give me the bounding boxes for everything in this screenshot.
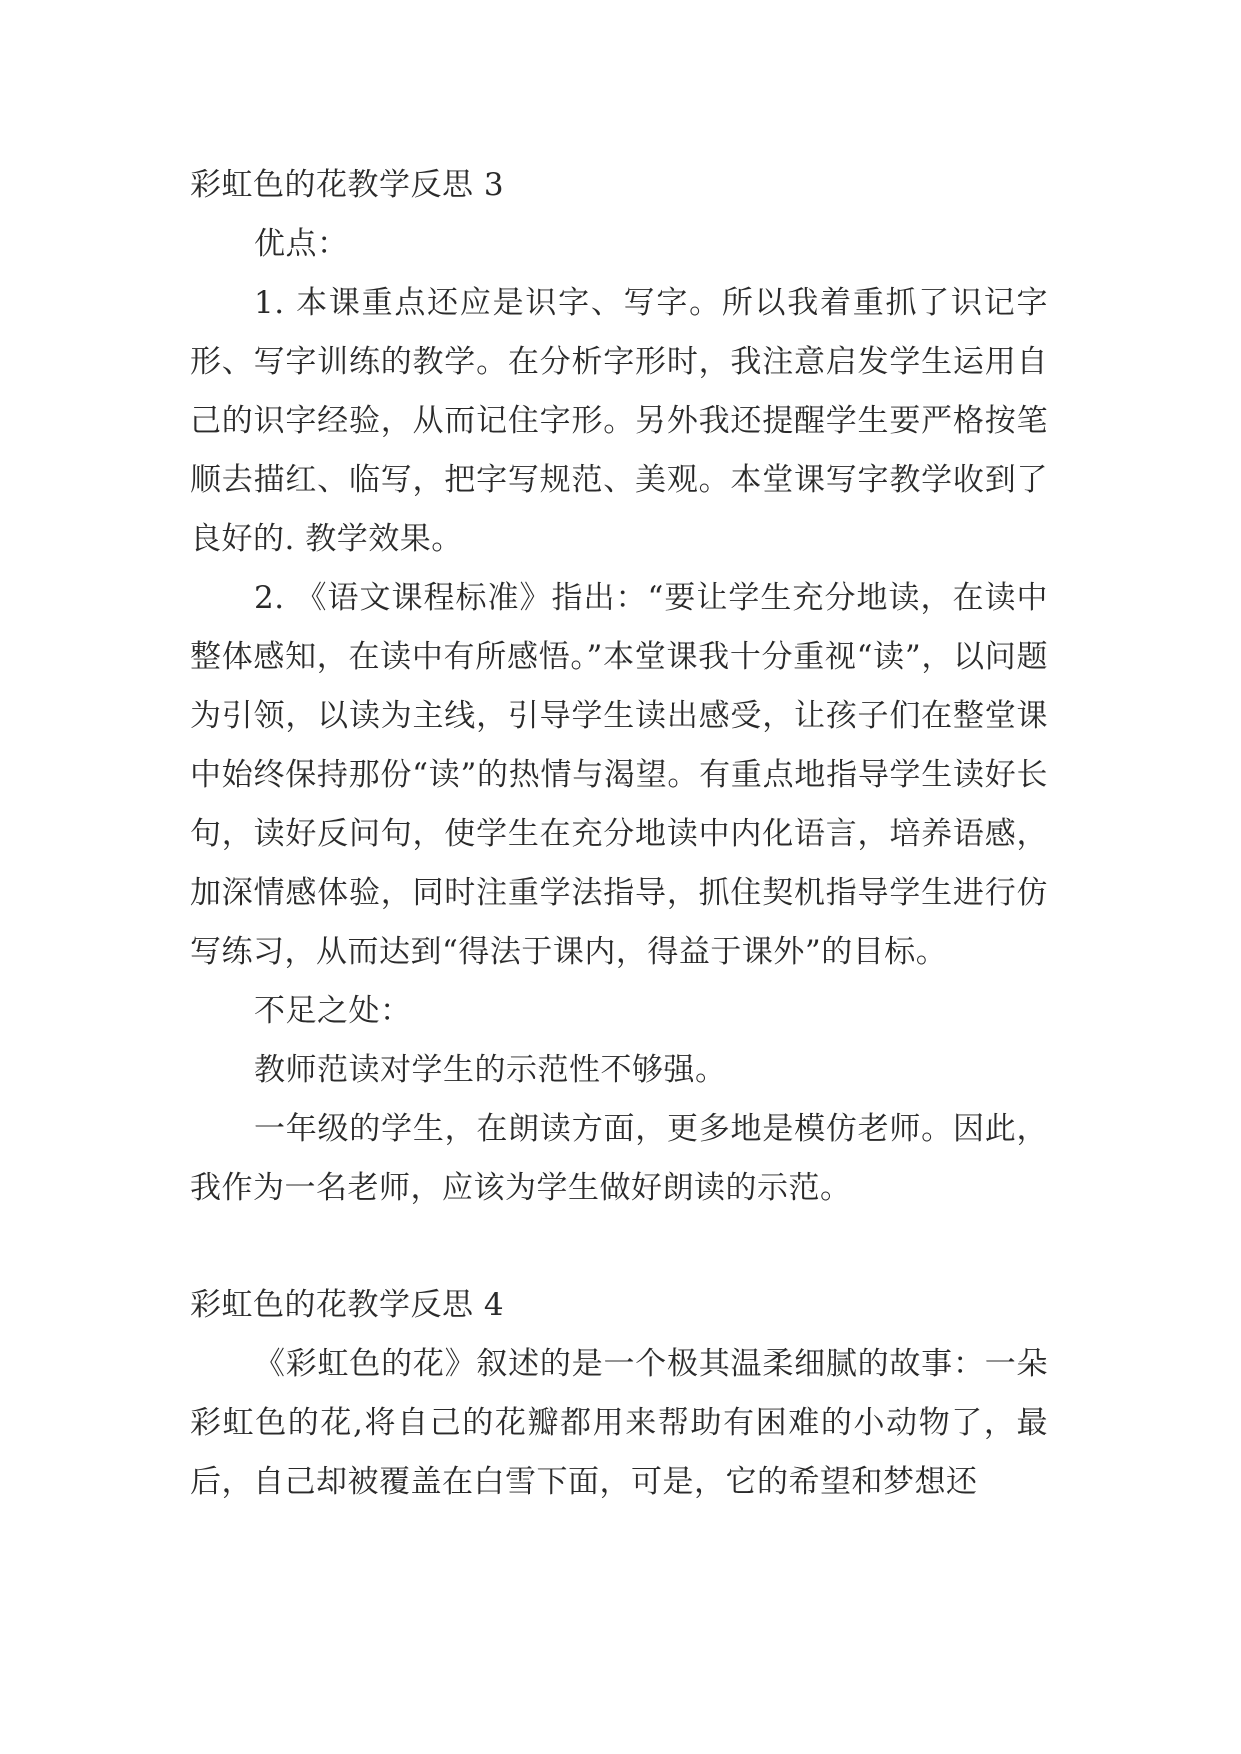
section-title: 彩虹色的花教学反思 3 [190, 167, 505, 203]
section-title: 彩虹色的花教学反思 4 [190, 1287, 505, 1323]
document-body [190, 156, 1048, 1512]
paragraph: 2. 《语文课程标准》指出：“要让学生充分地读，在读中整体感知，在读中有所感悟。”本堂课我十分重视“读”，以问题为引领，以读为主线，引导学生读出感受，让孩子们在整堂课中始终保持那份“读”的热情与渴望。有重点地指导学生读好长句，读好反问句，使学生在充分地读中内化语言，培养语感，加深情感体验，同时注重学法指导，抓住契机指导学生进行仿写练习，从而达到“得法于课内，得益于课外”的目标。 [190, 580, 1048, 970]
paragraph: 不足之处： [254, 993, 412, 1029]
section-spacer [190, 1218, 1048, 1276]
paragraph: 1. 本课重点还应是识字、写字。所以我着重抓了识记字形、写字训练的教学。在分析字形时，我注意启发学生运用自己的识字经验，从而记住字形。另外我还提醒学生要严格按笔顺去描红、临写，把字写规范、美观。本堂课写字教学收到了良好的. 教学效果。 [190, 285, 1048, 557]
paragraph: 教师范读对学生的示范性不够强。 [254, 1052, 727, 1088]
paragraph: 优点： [254, 226, 349, 262]
paragraph: 一年级的学生，在朗读方面，更多地是模仿老师。因此，我作为一名老师，应该为学生做好朗读的示范。 [190, 1111, 1048, 1206]
paragraph: 《彩虹色的花》叙述的是一个极其温柔细腻的故事：一朵彩虹色的花,将自己的花瓣都用来帮助有困难的小动物了，最后，自己却被覆盖在白雪下面，可是，它的希望和梦想还 [190, 1346, 1048, 1500]
